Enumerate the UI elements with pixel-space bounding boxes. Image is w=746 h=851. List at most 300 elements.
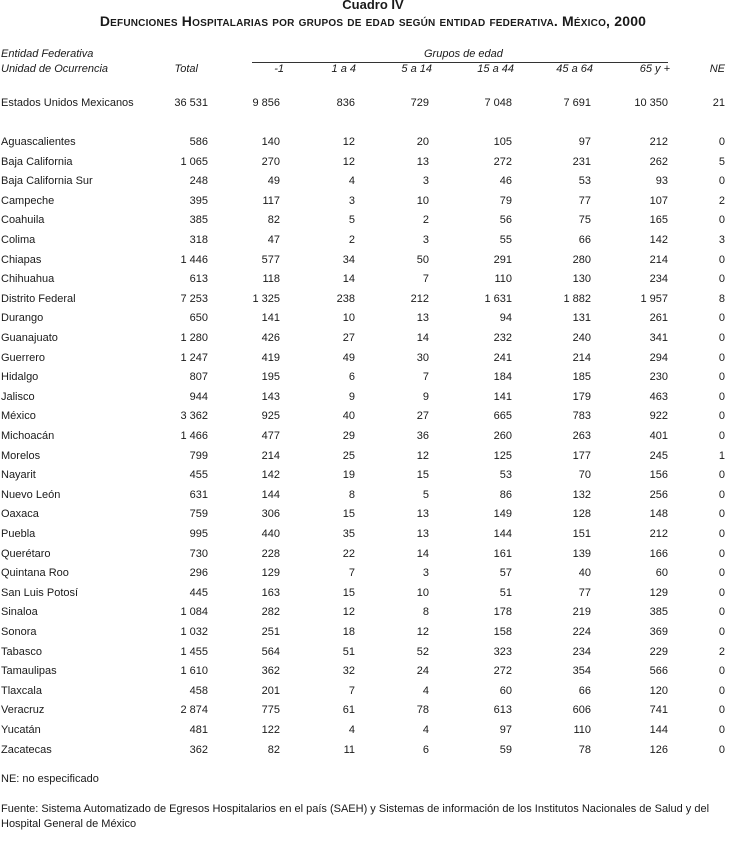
- cell-value: 201: [261, 684, 280, 697]
- cell-value: 19: [342, 469, 355, 482]
- table-row: [0, 645, 746, 664]
- table-row: [0, 233, 746, 252]
- cell-value: 158: [493, 626, 512, 638]
- cell-value: 66: [578, 684, 591, 697]
- cell-value: 8: [348, 488, 355, 501]
- cell-value: 163: [261, 586, 280, 599]
- cell-value: 34: [342, 253, 355, 266]
- cell-value: 8: [422, 606, 429, 619]
- table-row: [0, 213, 746, 232]
- cell-value: 1 957: [640, 292, 668, 305]
- cell-value: 24: [416, 665, 429, 678]
- cell-value: 27: [416, 410, 429, 423]
- cell-value: 59: [499, 743, 512, 756]
- cell-value: 110: [494, 273, 512, 286]
- cell-value: 2: [348, 234, 355, 246]
- cell-value: 362: [189, 743, 208, 756]
- table-row: [0, 370, 746, 389]
- cell-value: 1 466: [180, 430, 208, 442]
- cell-value: 78: [416, 704, 429, 717]
- entity-name: Michoacán: [1, 430, 55, 442]
- cell-value: 272: [493, 665, 512, 678]
- table-row: [0, 703, 746, 722]
- cell-value: 142: [649, 234, 668, 246]
- cell-value: 195: [261, 371, 280, 384]
- cell-value: 177: [572, 449, 591, 462]
- cell-value: 296: [189, 567, 208, 580]
- cell-value: 232: [493, 332, 512, 344]
- entity-name: Guanajuato: [1, 332, 58, 344]
- column-header-4: 45 a 64: [556, 63, 593, 75]
- cell-value: 29: [342, 430, 355, 442]
- table-row: [0, 527, 746, 546]
- table-row: [0, 468, 746, 487]
- cell-value: 0: [718, 332, 725, 344]
- cell-value: 13: [416, 312, 429, 325]
- cell-value: 426: [261, 332, 280, 344]
- table-row: [0, 311, 746, 330]
- cell-value: 151: [572, 528, 591, 540]
- cell-value: 2: [422, 214, 429, 227]
- cell-value: 185: [572, 371, 591, 384]
- cell-value: 66: [578, 234, 591, 246]
- age-groups-rule: [252, 62, 668, 63]
- cell-value: 165: [649, 214, 668, 227]
- cell-value: 126: [649, 743, 668, 756]
- cell-value: 613: [189, 273, 208, 286]
- cell-value: 15: [342, 508, 355, 521]
- cell-value: 53: [499, 469, 512, 482]
- table-title: Defunciones Hospitalarias por grupos de edad según entidad federativa. México, 2000: [99, 13, 647, 29]
- cell-value: 50: [416, 253, 429, 266]
- table-number: Cuadro IV: [342, 0, 404, 12]
- cell-value: 46: [499, 175, 512, 188]
- cell-value: 369: [649, 626, 668, 638]
- cell-value: 1 247: [180, 351, 208, 364]
- cell-value: 129: [649, 586, 668, 599]
- cell-value: 40: [342, 410, 355, 423]
- cell-value: 120: [649, 684, 668, 697]
- cell-value: 97: [578, 136, 591, 148]
- cell-value: 25: [342, 449, 355, 462]
- cell-value: 419: [261, 351, 280, 364]
- entity-name: Colima: [1, 234, 36, 246]
- cell-value: 178: [493, 606, 512, 619]
- cell-value: 60: [655, 567, 668, 580]
- cell-value: 0: [718, 567, 725, 580]
- cell-value: 229: [649, 645, 668, 658]
- cell-value: 184: [493, 371, 512, 384]
- cell-value: 144: [649, 724, 668, 736]
- entity-name: Quintana Roo: [1, 567, 69, 580]
- cell-value: 240: [572, 332, 591, 344]
- cell-value: 1 032: [180, 626, 208, 638]
- cell-value: 7: [348, 684, 355, 697]
- cell-value: 3 362: [180, 410, 208, 423]
- cell-value: 14: [416, 332, 429, 344]
- cell-value: 650: [189, 312, 208, 325]
- cell-value: 6: [422, 743, 429, 756]
- cell-value: 231: [572, 155, 591, 168]
- cell-value: 0: [718, 273, 725, 286]
- entity-header-line2: Unidad de Ocurrencia: [1, 63, 109, 75]
- cell-value: 230: [649, 371, 668, 384]
- cell-value: 455: [189, 469, 208, 482]
- footnote: NE: no especificado: [1, 773, 99, 785]
- cell-value: 270: [261, 155, 280, 168]
- cell-value: 75: [578, 214, 591, 227]
- cell-value: 57: [499, 567, 512, 580]
- cell-value: 93: [655, 175, 668, 188]
- cell-value: 613: [493, 704, 512, 717]
- cell-value: 97: [499, 724, 512, 736]
- cell-value: 385: [649, 606, 668, 619]
- cell-value: 9 856: [252, 97, 280, 109]
- cell-value: 125: [493, 449, 512, 462]
- cell-value: 27: [342, 332, 355, 344]
- table-row: [0, 605, 746, 624]
- cell-value: 161: [493, 547, 512, 560]
- cell-value: 132: [572, 488, 591, 501]
- cell-value: 0: [718, 528, 725, 540]
- cell-value: 385: [189, 214, 208, 227]
- entity-name: San Luis Potosí: [1, 586, 79, 599]
- table-row: [0, 488, 746, 507]
- cell-value: 0: [718, 390, 725, 403]
- cell-value: 214: [261, 449, 280, 462]
- cell-value: 118: [262, 273, 280, 286]
- cell-value: 445: [189, 586, 208, 599]
- cell-value: 53: [578, 175, 591, 188]
- cell-value: 566: [649, 665, 668, 678]
- cell-value: 440: [261, 528, 280, 540]
- cell-value: 0: [718, 626, 725, 638]
- table-row: [0, 586, 746, 605]
- cell-value: 1: [718, 449, 725, 462]
- table-row: [0, 155, 746, 174]
- cell-value: 0: [718, 253, 725, 266]
- cell-value: 294: [649, 351, 668, 364]
- cell-value: 807: [189, 371, 208, 384]
- table-row: [0, 174, 746, 193]
- cell-value: 139: [572, 547, 591, 560]
- cell-value: 586: [189, 136, 208, 148]
- cell-value: 3: [718, 234, 725, 246]
- cell-value: 0: [718, 351, 725, 364]
- cell-value: 12: [342, 155, 355, 168]
- cell-value: 18: [342, 626, 355, 638]
- cell-value: 481: [189, 724, 208, 736]
- cell-value: 272: [493, 155, 512, 168]
- cell-value: 741: [649, 704, 668, 717]
- cell-value: 144: [261, 488, 280, 501]
- entity-name: Guerrero: [1, 351, 46, 364]
- entity-name: Tabasco: [1, 645, 42, 658]
- entity-name: Veracruz: [1, 704, 45, 717]
- cell-value: 129: [261, 567, 280, 580]
- entity-header-line1: Entidad Federativa: [1, 48, 94, 60]
- cell-value: 30: [416, 351, 429, 364]
- cell-value: 12: [342, 606, 355, 619]
- cell-value: 260: [493, 430, 512, 442]
- cell-value: 13: [416, 155, 429, 168]
- entity-name: Aguascalientes: [1, 136, 76, 148]
- cell-value: 15: [416, 469, 429, 482]
- cell-value: 0: [718, 371, 725, 384]
- cell-value: 144: [493, 528, 512, 540]
- age-groups-header: Grupos de edad: [424, 48, 503, 60]
- cell-value: 729: [410, 97, 429, 109]
- cell-value: 248: [189, 175, 208, 188]
- entity-name: Chiapas: [1, 253, 42, 266]
- source-note: Fuente: Sistema Automatizado de Egresos Hospitalarios en el país (SAEH) y Sistemas de información de los Institutos Nacionales de Salud y del Hospital General de México: [1, 803, 710, 830]
- entity-name: Yucatán: [1, 724, 41, 736]
- cell-value: 318: [189, 234, 208, 246]
- entity-name: Puebla: [1, 528, 36, 540]
- cell-value: 3: [422, 175, 429, 188]
- table-row: [0, 449, 746, 468]
- cell-value: 3: [422, 234, 429, 246]
- cell-value: 1 455: [180, 645, 208, 658]
- cell-value: 1 446: [180, 253, 208, 266]
- entity-name: Hidalgo: [1, 371, 39, 384]
- column-header-2: 5 a 14: [401, 63, 432, 75]
- cell-value: 0: [718, 547, 725, 560]
- cell-value: 1 631: [484, 292, 512, 305]
- table-row: [0, 429, 746, 448]
- cell-value: 323: [493, 645, 512, 658]
- cell-value: 12: [416, 449, 429, 462]
- table-row: [0, 253, 746, 272]
- cell-value: 477: [261, 430, 280, 442]
- entity-name: Baja California: [1, 155, 73, 168]
- cell-value: 212: [649, 528, 668, 540]
- cell-value: 245: [649, 449, 668, 462]
- cell-value: 4: [348, 175, 355, 188]
- cell-value: 10: [342, 312, 355, 325]
- cell-value: 6: [348, 371, 355, 384]
- cell-value: 251: [261, 626, 280, 638]
- cell-value: 77: [578, 586, 591, 599]
- national-total-row: [0, 96, 746, 115]
- cell-value: 214: [649, 253, 668, 266]
- table-row: [0, 507, 746, 526]
- cell-value: 354: [572, 665, 591, 678]
- cell-value: 228: [261, 547, 280, 560]
- cell-value: 131: [572, 312, 591, 325]
- cell-value: 7: [348, 567, 355, 580]
- cell-value: 262: [649, 155, 668, 168]
- cell-value: 1 882: [563, 292, 591, 305]
- cell-value: 799: [189, 449, 208, 462]
- cell-value: 78: [578, 743, 591, 756]
- cell-value: 7 691: [563, 97, 591, 109]
- cell-value: 463: [649, 390, 668, 403]
- cell-value: 49: [267, 175, 280, 188]
- column-header-1: 1 a 4: [331, 63, 356, 75]
- table-row: [0, 664, 746, 683]
- cell-value: 362: [261, 665, 280, 678]
- table-row: [0, 566, 746, 585]
- cell-value: 0: [718, 704, 725, 717]
- cell-value: 4: [422, 684, 429, 697]
- cell-value: 1 610: [180, 665, 208, 678]
- column-header-6: NE: [709, 63, 725, 75]
- cell-value: 0: [718, 743, 725, 756]
- cell-value: 256: [649, 488, 668, 501]
- cell-value: 4: [422, 724, 429, 736]
- cell-value: 128: [572, 508, 591, 521]
- cell-value: 36 531: [174, 97, 208, 109]
- entity-name: Sinaloa: [1, 606, 38, 619]
- cell-value: 0: [718, 136, 725, 148]
- cell-value: 22: [342, 547, 355, 560]
- cell-value: 130: [572, 273, 591, 286]
- cell-value: 117: [262, 194, 280, 207]
- entity-name: Chihuahua: [1, 273, 55, 286]
- cell-value: 730: [189, 547, 208, 560]
- cell-value: 7 253: [180, 292, 208, 305]
- entity-name: Oaxaca: [1, 508, 39, 521]
- entity-name: Tamaulipas: [1, 665, 57, 678]
- cell-value: 234: [649, 273, 668, 286]
- table-row: [0, 625, 746, 644]
- cell-value: 2: [718, 194, 725, 207]
- cell-value: 10: [416, 194, 429, 207]
- cell-value: 49: [342, 351, 355, 364]
- cell-value: 212: [410, 292, 429, 305]
- cell-value: 280: [572, 253, 591, 266]
- cell-value: 11: [343, 743, 355, 756]
- cell-value: 77: [578, 194, 591, 207]
- cell-value: 1 280: [180, 332, 208, 344]
- cell-value: 148: [649, 508, 668, 521]
- cell-value: 7: [422, 371, 429, 384]
- cell-value: 35: [342, 528, 355, 540]
- cell-value: 234: [572, 645, 591, 658]
- entity-name: Nuevo León: [1, 488, 61, 501]
- cell-value: 1 065: [180, 155, 208, 168]
- cell-value: 7: [422, 273, 429, 286]
- cell-value: 52: [416, 645, 429, 658]
- table-row: [0, 272, 746, 291]
- cell-value: 14: [416, 547, 429, 560]
- cell-value: 140: [261, 136, 280, 148]
- cell-value: 212: [649, 136, 668, 148]
- cell-value: 922: [649, 410, 668, 423]
- entity-name: Durango: [1, 312, 44, 325]
- cell-value: 665: [493, 410, 512, 423]
- cell-value: 141: [493, 390, 512, 403]
- cell-value: 241: [493, 351, 512, 364]
- cell-value: 0: [718, 586, 725, 599]
- entity-name: Campeche: [1, 194, 55, 207]
- table-row: [0, 684, 746, 703]
- table-row: [0, 194, 746, 213]
- cell-value: 836: [336, 97, 355, 109]
- cell-value: 775: [261, 704, 280, 717]
- cell-value: 12: [416, 626, 429, 638]
- cell-value: 56: [499, 214, 512, 227]
- cell-value: 995: [189, 528, 208, 540]
- cell-value: 70: [578, 469, 591, 482]
- cell-value: 79: [499, 194, 512, 207]
- entity-name: Morelos: [1, 449, 41, 462]
- cell-value: 0: [718, 175, 725, 188]
- cell-value: 105: [493, 136, 512, 148]
- column-header-total: Total: [174, 63, 198, 75]
- cell-value: 142: [261, 469, 280, 482]
- cell-value: 0: [718, 312, 725, 325]
- column-header-3: 15 a 44: [477, 63, 514, 75]
- entity-name: México: [1, 410, 36, 423]
- cell-value: 0: [718, 606, 725, 619]
- entity-name: Zacatecas: [1, 743, 52, 756]
- entity-name: Querétaro: [1, 547, 51, 560]
- cell-value: 238: [336, 292, 355, 305]
- cell-value: 166: [649, 547, 668, 560]
- cell-value: 2: [718, 645, 725, 658]
- cell-value: 156: [649, 469, 668, 482]
- cell-value: 0: [718, 684, 725, 697]
- cell-value: 10 350: [634, 97, 668, 109]
- cell-value: 458: [189, 684, 208, 697]
- cell-value: 0: [718, 214, 725, 227]
- cell-value: 110: [573, 724, 591, 736]
- cell-value: 214: [572, 351, 591, 364]
- entity-name: Estados Unidos Mexicanos: [1, 97, 134, 109]
- cell-value: 5: [422, 488, 429, 501]
- cell-value: 2 874: [180, 704, 208, 717]
- cell-value: 0: [718, 430, 725, 442]
- cell-value: 5: [718, 155, 725, 168]
- cell-value: 631: [189, 488, 208, 501]
- cell-value: 306: [261, 508, 280, 521]
- table-row: [0, 409, 746, 428]
- cell-value: 60: [499, 684, 512, 697]
- cell-value: 86: [499, 488, 512, 501]
- cell-value: 47: [267, 234, 280, 246]
- cell-value: 564: [261, 645, 280, 658]
- cell-value: 7 048: [484, 97, 512, 109]
- cell-value: 577: [261, 253, 280, 266]
- cell-value: 40: [578, 567, 591, 580]
- table-row: [0, 331, 746, 350]
- table-row: [0, 390, 746, 409]
- cell-value: 9: [348, 390, 355, 403]
- cell-value: 94: [499, 312, 512, 325]
- cell-value: 149: [493, 508, 512, 521]
- entity-name: Distrito Federal: [1, 292, 76, 305]
- cell-value: 21: [712, 97, 725, 109]
- cell-value: 61: [342, 704, 355, 717]
- cell-value: 3: [348, 194, 355, 207]
- cell-value: 783: [572, 410, 591, 423]
- cell-value: 10: [416, 586, 429, 599]
- cell-value: 0: [718, 469, 725, 482]
- cell-value: 606: [572, 704, 591, 717]
- cell-value: 5: [348, 214, 355, 227]
- cell-value: 13: [416, 528, 429, 540]
- cell-value: 13: [416, 508, 429, 521]
- entity-name: Nayarit: [1, 469, 36, 482]
- cell-value: 9: [422, 390, 429, 403]
- cell-value: 1 325: [252, 292, 280, 305]
- cell-value: 263: [572, 430, 591, 442]
- entity-name: Coahuila: [1, 214, 45, 227]
- cell-value: 0: [718, 665, 725, 678]
- cell-value: 36: [416, 430, 429, 442]
